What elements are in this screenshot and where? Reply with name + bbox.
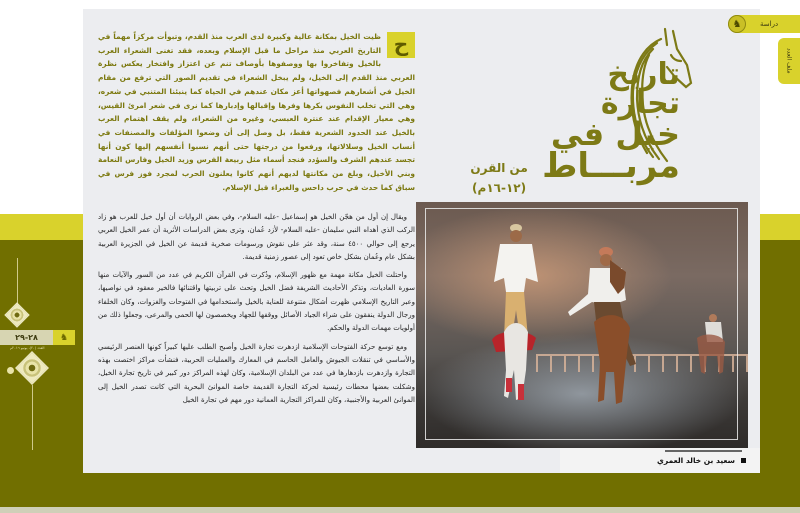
photo-inner-border — [425, 208, 738, 440]
title-line-3: خيل في — [550, 114, 680, 153]
article-title — [470, 57, 680, 196]
article-title-block — [470, 25, 690, 196]
subtitle-line-2: (١٢-١٦م) — [472, 181, 527, 196]
magazine-logo-icon: ♞ — [53, 330, 75, 345]
page-numbers-box — [0, 330, 75, 345]
body-paragraph-3: ومع توسع حركة الفتوحات الإسلامية ازدهرت تجارة الخيل وأصبح الطلب عليها كبيراً كونها العنصر الرئيسي والأساسي في تنقلات الجيوش والعامل الحاسم في المعارك والعمليات الحربية، فنشأت مراكز اختصت بهذه التجارة وازدهرت بازدهارها في عدد من البلدان الإسلامية، وكان لهذه المراكز دور كبير في تاريخ تجارة الخيل، وشكلت بعضها محطات رئيسية لحركة التجارة القديمة خاصة الموانئ البحرية التي كانت تصدر الخيل إلى الموانئ العربية والأجنبية، وكان للمراكز التجارية العمانية دور مهم في تجارة الخيل — [98, 342, 415, 404]
article-body — [98, 211, 415, 412]
title-line-4: مربـــاط — [542, 146, 680, 187]
yellow-accent-stripe-right — [760, 214, 800, 240]
issue-file-tab[interactable] — [778, 38, 800, 84]
author-rule — [665, 450, 742, 452]
intro-text: ظيت الخيل بمكانة عالية وكبيرة لدى العرب منذ القدم، وتبوأت مركزاً مهماً في التاريخ العربي منذ مراحل ما قبل الإسلام وبعده، فقد تغنى الشعراء العرب بالخيل وتفاخروا بها ووصفوها بأوصاف تنم عن اعتزاز وافتخار يعكس نظرة العربي منذ القدم إلى الخيل، ولم يبخل الشعراء في تقديم الصور التي ترفع من مقام الخيل في أشعارهم فصهواتها أعز مكان عندهم في الحياة كما ينبئنا المتنبي في شعره، وهي التي تخلب النفوس بكرها وفرها وإقبالها وإدبارها كما نرى في شعر امرئ القيس، وهي معيار الإقدام عند عنترة العبسي، وغيره من الشعراء، ولم يقف اهتمام العرب بالخيل عند الحدود الشعرية فقط، بل وصل إلى أن وضعوا المؤلفات والمصنفات في أنساب الخيل وسلالاتها، ورفعوا من درجتها حتى أنهم نسبوا أنفسهم إليها كون أنها تجسد عندهم الشرف والسؤدد فنجد أسماء مثل ربيعة الفرس وزيد الخيل وفارس النعامة وبني الأخيل، وبلغ من مكانتها لديهم أنهم كانوا يعلنون الحرب لمجرد فوز فرس في سباق كما حدث في حرب داحس والغبراء قبل الإسلام. — [98, 32, 415, 192]
author-name-row — [657, 456, 746, 465]
ornament-dot-icon — [7, 367, 14, 374]
issue-file-tab-label: ملف العدد — [785, 48, 793, 74]
issue-caption: العدد (٢٠)، يونيو ٢٠١٦م — [10, 346, 45, 350]
author-name: سعيد بن خالد العمري — [657, 456, 735, 465]
subtitle-line-1: من القرن — [470, 161, 528, 175]
article-subtitle — [464, 158, 534, 199]
title-line-1: تاريخ — [607, 57, 680, 92]
article-photo — [416, 202, 748, 448]
body-paragraph-2: واحتلت الخيل مكانة مهمة مع ظهور الإسلام، وذُكرت في القرآن الكريم في عدد من السور والآيات منها سورة العاديات، وتذكر الأحاديث الشريفة فضل الخيل وتحث على تربيتها واقتنائها فالخير معقود في نواصيها، وعبر التاريخ الإسلامي ظهرت أشكال متنوعة للعناية بالخيل واستخدامها في الفتوحات والغزوات، وكان الخلفاء ورجال الدولة ينفقون على شراء الجياد الأصائل ووقفها للجهاد ويخصصون لها الحمى والمرعى، وجعلوا ذلك من أولويات مهمات الدولة والحكم. — [98, 271, 415, 333]
bullet-square-icon — [741, 458, 746, 463]
horse-logo-icon: ♞ — [728, 15, 746, 33]
section-tab[interactable] — [728, 15, 800, 33]
ornament-line-bottom — [32, 385, 33, 450]
drop-cap: ح — [387, 32, 415, 58]
author-caption — [560, 448, 760, 473]
title-line-2: تجارة — [600, 86, 680, 122]
bottom-edge-strip — [0, 507, 800, 513]
yellow-accent-stripe-left — [0, 214, 83, 240]
body-paragraph-1: ويقال إن أول من هجّن الخيل هو إسماعيل -عليه السلام-، وفي بعض الروايات أن أول خيل للعرب هو زاد الركب الذي أهداه النبي سليمان -عليه السلام- لأزد عُمان، وترى بعض الدراسات الأثرية أن عمر الخيل العربي يرجع إلى حوالي ٤٥٠٠ سنة، وقد عثر على نقوش ورسومات صخرية قديمة عن الخيل في الجزيرة العربية بشكل عام وعُمان بشكل خاص تعود إلى عصور زمنية قديمة. — [98, 213, 415, 261]
section-tab-label: دراسة — [760, 20, 779, 28]
intro-paragraph — [98, 30, 415, 194]
page-numbers: ٢٨-٢٩ — [15, 333, 38, 342]
